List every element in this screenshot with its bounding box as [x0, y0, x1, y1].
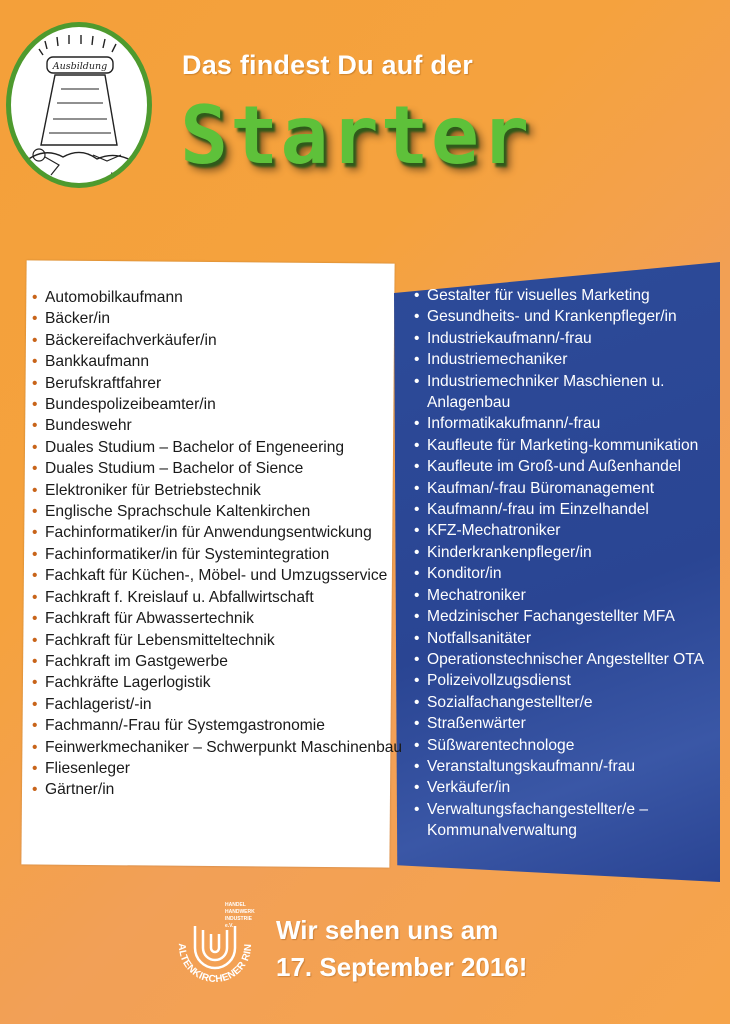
left-job-list: [30, 287, 402, 801]
right-job-item: • Verwaltungsfachangestellter/e – Kommunalverwaltung: [412, 799, 730, 842]
right-job-item: • Kaufmann/-frau im Einzelhandel: [412, 499, 730, 520]
right-job-item: • Sozialfachangestellter/e: [412, 692, 730, 713]
left-job-item: • Bäcker/in: [30, 308, 402, 329]
left-job-item: • Duales Studium – Bachelor of Sience: [30, 458, 402, 479]
right-job-item: • Kinderkrankenpfleger/in: [412, 542, 730, 563]
right-job-item: • Industriemechniker Maschienen u. Anlagenbau: [412, 371, 730, 414]
svg-text:INDUSTRIE: INDUSTRIE: [225, 916, 252, 922]
starter-title: Starter: [180, 89, 532, 182]
right-job-item: • Industriekaufmann/-frau: [412, 328, 730, 349]
event-date-text: [276, 912, 527, 986]
left-job-item: • Fachkraft für Lebensmitteltechnik: [30, 630, 402, 651]
footer-line-1: Wir sehen uns am: [276, 915, 499, 945]
left-job-item: • Elektroniker für Betriebstechnik: [30, 480, 402, 501]
headline: Das findest Du auf der: [182, 50, 473, 80]
svg-text:HANDEL: HANDEL: [225, 902, 246, 908]
left-job-item: • Bundespolizeibeamter/in: [30, 394, 402, 415]
left-job-item: • Gärtner/in: [30, 779, 402, 800]
left-job-item: • Fachkräfte Lagerlogistik: [30, 672, 402, 693]
right-job-item: • Süßwarentechnologe: [412, 735, 730, 756]
left-job-item: • Fachinformatiker/in für Anwendungsentwickung: [30, 522, 402, 543]
right-job-item: • Medzinischer Fachangestellter MFA: [412, 606, 730, 627]
kaltenkirchener-ring-logo: [165, 896, 265, 996]
right-job-item: • Informatikakufmann/-frau: [412, 413, 730, 434]
right-job-item: • Kaufman/-frau Büromanagement: [412, 478, 730, 499]
right-job-item: • Kaufleute für Marketing-kommunikation: [412, 435, 730, 456]
right-job-item: • Industriemechaniker: [412, 349, 730, 370]
left-job-item: • Bankkaufmann: [30, 351, 402, 372]
left-job-item: • Feinwerkmechaniker – Schwerpunkt Maschinenbau: [30, 737, 402, 758]
right-job-item: • Konditor/in: [412, 563, 730, 584]
left-job-item: • Fliesenleger: [30, 758, 402, 779]
left-job-item: • Fachkraft f. Kreislauf u. Abfallwirtschaft: [30, 587, 402, 608]
left-job-item: • Automobilkaufmann: [30, 287, 402, 308]
svg-text:HANDWERK: HANDWERK: [225, 909, 255, 915]
right-job-item: • Polizeivollzugsdienst: [412, 670, 730, 691]
right-job-item: • Mechatroniker: [412, 585, 730, 606]
left-job-item: • Bundeswehr: [30, 415, 402, 436]
svg-text:KALTENKIRCHENER RING: ALTENKIRCHENER RIN: [175, 943, 255, 986]
left-job-item: • Englische Sprachschule Kaltenkirchen: [30, 501, 402, 522]
left-job-item: • Bäckereifachverkäufer/in: [30, 330, 402, 351]
left-job-item: • Fachkraft für Abwassertechnik: [30, 608, 402, 629]
svg-text:Ausbildung: Ausbildung: [52, 61, 108, 72]
left-job-item: • Fachmann/-Frau für Systemgastronomie: [30, 715, 402, 736]
left-job-item: • Fachkaft für Küchen-, Möbel- und Umzugsservice: [30, 565, 402, 586]
right-job-item: • KFZ-Mechatroniker: [412, 520, 730, 541]
left-job-item: • Fachlagerist/-in: [30, 694, 402, 715]
ausbildung-logo: [6, 22, 152, 188]
right-job-item: • Verkäufer/in: [412, 777, 730, 798]
right-job-item: • Operationstechnischer Angestellter OTA: [412, 649, 730, 670]
right-job-item: • Kaufleute im Groß-und Außenhandel: [412, 456, 730, 477]
svg-text:e.V.: e.V.: [225, 923, 234, 929]
left-job-item: • Berufskraftfahrer: [30, 373, 402, 394]
right-job-item: • Gesundheits- und Krankenpfleger/in: [412, 306, 730, 327]
right-job-item: • Straßenwärter: [412, 713, 730, 734]
right-job-item: • Veranstaltungskaufmann/-frau: [412, 756, 730, 777]
left-job-item: • Fachkraft im Gastgewerbe: [30, 651, 402, 672]
right-job-list: [412, 285, 730, 842]
right-job-item: • Gestalter für visuelles Marketing: [412, 285, 730, 306]
left-job-item: • Duales Studium – Bachelor of Engeneering: [30, 437, 402, 458]
left-job-item: • Fachinformatiker/in für Systemintegration: [30, 544, 402, 565]
footer-line-2: 17. September 2016!: [276, 952, 528, 982]
right-job-item: • Notfallsanitäter: [412, 628, 730, 649]
